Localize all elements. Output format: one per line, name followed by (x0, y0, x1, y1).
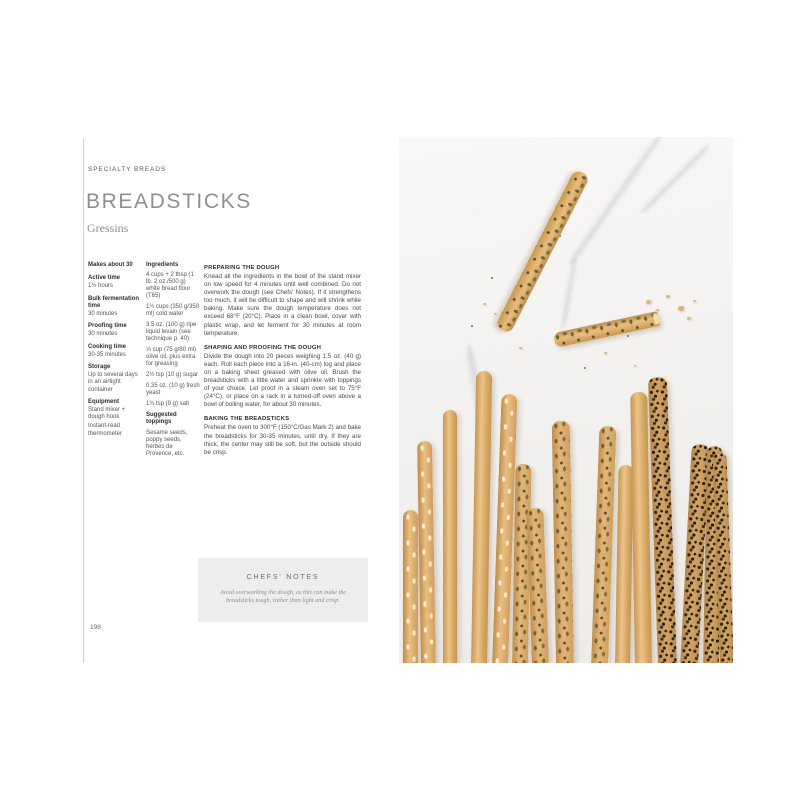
section-label: SPECIALTY BREADS (88, 166, 167, 173)
bread-crumb (604, 352, 607, 354)
herb-speck (471, 325, 473, 327)
breadstick-herb-broken (553, 311, 661, 348)
active-time-label: Active time (88, 275, 121, 282)
equipment-label: Equipment (88, 398, 119, 405)
bulk-fermentation-value: 30 minutes (88, 311, 118, 318)
bread-crumb (634, 365, 636, 367)
breadstick-herb (552, 421, 574, 663)
equipment-value-2: Instant-read thermometer (88, 423, 123, 437)
bread-crumb (483, 303, 486, 305)
page-number: 198 (90, 624, 101, 631)
breadstick-plain (615, 465, 634, 663)
breadstick-plain (630, 392, 652, 663)
ingredient-levain: 3.5 oz. (100 g) ripe liquid levain (see technique p. 40) (146, 322, 197, 343)
method-heading-shaping: SHAPING AND PROOFING THE DOUGH (204, 344, 322, 351)
method-body-shaping: Divide the dough into 20 pieces weighing 1.5 oz. (40 g) each. Roll each piece into a 16-in. (40-cm) log and place on a baking sheet greased with olive oil. Brush the breadsticks with a little water and sprinkle with toppings of your choice. Let proof in a steam oven set to 75°F (24°C), or place on a rack in a turned-off oven above a bowl of boiling water, for about 30 minutes. (204, 352, 361, 409)
chefs-notes-body: Avoid overworking the dough, as this can make the breadsticks tough, rather than light and crisp. (219, 589, 347, 604)
breadstick-herb (591, 426, 616, 663)
yield-label: Makes about 30 (88, 262, 133, 268)
bread-crumb (693, 300, 696, 302)
bread-crumb (646, 300, 651, 304)
bread-crumb (678, 306, 684, 311)
bulk-fermentation-label: Bulk fermentation time (88, 295, 140, 309)
breadsticks-photo (399, 137, 733, 663)
herb-speck (627, 335, 629, 337)
ingredients-column (146, 262, 200, 462)
bread-crumb (519, 347, 522, 349)
bread-crumb (687, 317, 691, 320)
bread-crumb (666, 295, 670, 298)
proofing-time-value: 30 minutes (88, 331, 118, 338)
breadstick-sesame (417, 441, 436, 663)
left-page-edge-line (83, 139, 84, 663)
cooking-time-value: 30-35 minutes (88, 351, 127, 358)
method-body-baking: Preheat the oven to 300°F (150°C/Gas Mark 2) and bake the breadsticks for 30-35 minutes, until dry. If they are thick, the center may still be soft, but the outside should be crisp. (204, 424, 361, 456)
breadstick-plain (443, 410, 457, 663)
method-body-preparing: Knead all the ingredients in the bowl of the stand mixer on low speed for 4 minutes until well combined. Do not overwork the dough (see Chefs' Notes). If it strengthens too much, it will be difficult to shape and will shrink while baking. Make sure the dough temperature does not exceed 68°F (20°C). Place in a clean bowl, cover with plastic wrap, and let ferment for 30 minutes at room temperature. (204, 273, 361, 337)
ingredient-water: 1½ cups (350 g/350 ml) cold water (146, 304, 200, 318)
page-title: BREADSTICKS (86, 190, 252, 213)
proofing-time-label: Proofing time (88, 323, 127, 330)
ingredient-yeast: 0.35 oz. (10 g) fresh yeast (146, 383, 200, 397)
method-heading-baking: BAKING THE BREADSTICKS (204, 416, 290, 423)
method-heading-preparing: PREPARING THE DOUGH (204, 265, 280, 271)
recipe-info-column (88, 262, 141, 443)
ingredient-flour: 4 cups + 2 tbsp (1 lb. 2 oz./500 g) white bread flour (T65) (146, 272, 194, 300)
chefs-notes-box (198, 558, 368, 622)
ingredients-heading: Ingredients (146, 262, 179, 268)
breadstick-herb (526, 508, 549, 663)
toppings-list: Sesame seeds, poppy seeds, herbes de Provence, etc. (146, 429, 188, 457)
active-time-value: 1½ hours (88, 283, 114, 290)
equipment-value-1: Stand mixer + dough hook (88, 407, 126, 421)
recipe-french-name: Gressins (87, 221, 129, 235)
toppings-heading: Suggested toppings (146, 412, 177, 426)
cooking-time-label: Cooking time (88, 343, 127, 350)
breadstick-poppy (648, 377, 677, 663)
bread-crumb (494, 313, 496, 315)
ingredient-olive-oil: ⅓ cup (75 g/80 ml) olive oil, plus extra for greasing (146, 347, 197, 368)
marble-vein (559, 257, 579, 329)
method-column (204, 265, 361, 457)
herb-speck (491, 277, 493, 279)
herb-speck (584, 367, 586, 369)
breadstick-sesame (403, 510, 418, 663)
ingredient-sugar: 2½ tsp (10 g) sugar (146, 372, 199, 379)
chefs-notes-title: CHEFS' NOTES (246, 574, 320, 581)
storage-label: Storage (88, 364, 111, 371)
storage-value: Up to several days in an airtight container (88, 372, 138, 393)
ingredient-salt: 1¾ tsp (9 g) salt (146, 401, 190, 408)
